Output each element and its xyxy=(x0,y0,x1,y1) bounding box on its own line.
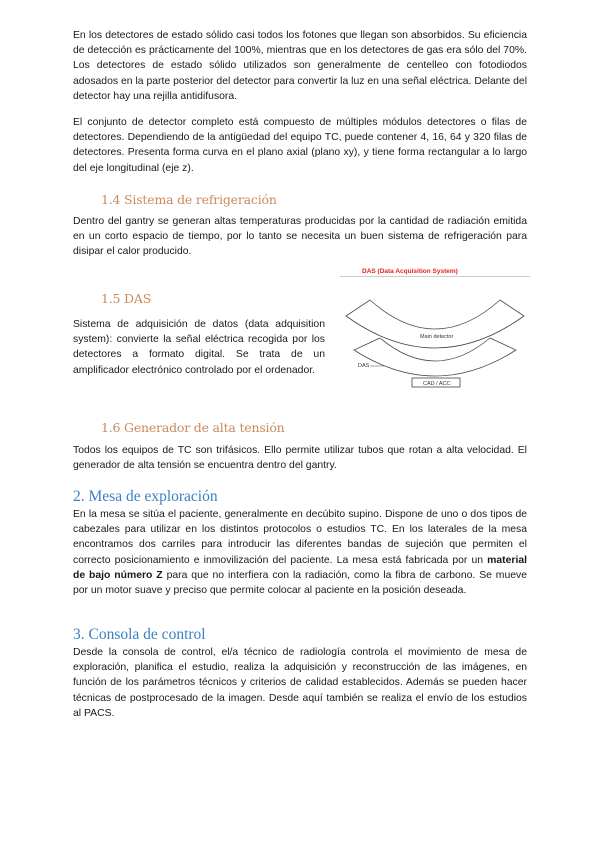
bold-term: material de bajo número Z xyxy=(73,554,527,581)
section-heading-consola: 3. Consola de control xyxy=(73,626,206,643)
cad-acc-label: CAD / ACC xyxy=(423,381,451,387)
das-paragraph: Sistema de adquisición de datos (data adquisition system): convierte la señal eléctrica recogida por los detectores a formato digital. Se trata de un amplificador electrónico controlado por el ordenador. xyxy=(73,319,325,376)
das-figure-diagram xyxy=(340,278,530,398)
generador-paragraph: Todos los equipos de TC son trifásicos. Ello permite utilizar tubos que rotan a alta velocidad. El generador de alta tensión se encuentra dentro del gantry. xyxy=(73,445,527,472)
refrigeracion-paragraph: Dentro del gantry se generan altas temperaturas producidas por la cantidad de radiación emitida en un corto espacio de tiempo, por lo tanto se necesita un buen sistema de refrigeración para disipar el calor producido. xyxy=(73,216,527,258)
das-side-label: DAS xyxy=(358,363,370,369)
das-arc xyxy=(354,338,516,376)
consola-paragraph: Desde la consola de control, el/a técnico de radiología controla el movimiento de mesa de exploración, planifica el estudio, realiza la adquisición y reconstrucción de las imágenes, en función de los parámetros técnicos y criterios de calidad establecidos. Además se pueden hacer técnicas de postprocesado de la imagen. Desde aquí también se realiza el envío de los estudios al PACS. xyxy=(73,647,527,719)
section-heading-refrigeracion: 1.4 Sistema de refrigeración xyxy=(101,192,277,207)
mesa-paragraph: En la mesa se sitúa el paciente, generalmente en decúbito supino. Dispone de uno o dos tipos de cabezales para utilizar en los distintos protocolos o estudios TC. En los laterales de la mesa encontramos dos carriles para introducir las diferentes bandas de sujeción que permiten el correcto posicionamiento e inmovilización del paciente. La mesa está fabricada por un material de bajo número Z para que no interfiera con la radiación, como la fibra de carbono. Se mueve por un motor suave y preciso que permite colocar al paciente en la posición deseada. xyxy=(73,509,527,597)
section-heading-das: 1.5 DAS xyxy=(101,291,152,306)
main-detector-label: Main detector xyxy=(420,334,454,340)
intro-paragraph-1: En los detectores de estado sólido casi todos los fotones que llegan son absorbidos. Su eficiencia de detección es prácticamente del 100%, mientras que en los detectores de gas era sólo del 70%. Los detectores de estado sólido utilizados son generalmente de centelleo con fotodiodos adosados en la parte posterior del detector para convertir la luz en una señal eléctrica. Delante del detector hay una rejilla antidifusora. xyxy=(73,30,527,102)
section-heading-mesa: 2. Mesa de exploración xyxy=(73,488,218,505)
section-heading-generador: 1.6 Generador de alta tensión xyxy=(101,420,285,435)
main-detector-arc xyxy=(346,300,524,348)
das-figure-rule xyxy=(340,276,530,277)
das-figure-title: DAS (Data Acquisition System) xyxy=(362,268,458,275)
intro-paragraph-2: El conjunto de detector completo está compuesto de múltiples módulos detectores o filas de detectores. Dependiendo de la antigüedad del equipo TC, puede contener 4, 16, 64 y 320 filas de detectores. Presenta forma curva en el plano axial (plano xy), y tiene forma rectangular a lo largo del eje longitudinal (eje z). xyxy=(73,117,527,174)
